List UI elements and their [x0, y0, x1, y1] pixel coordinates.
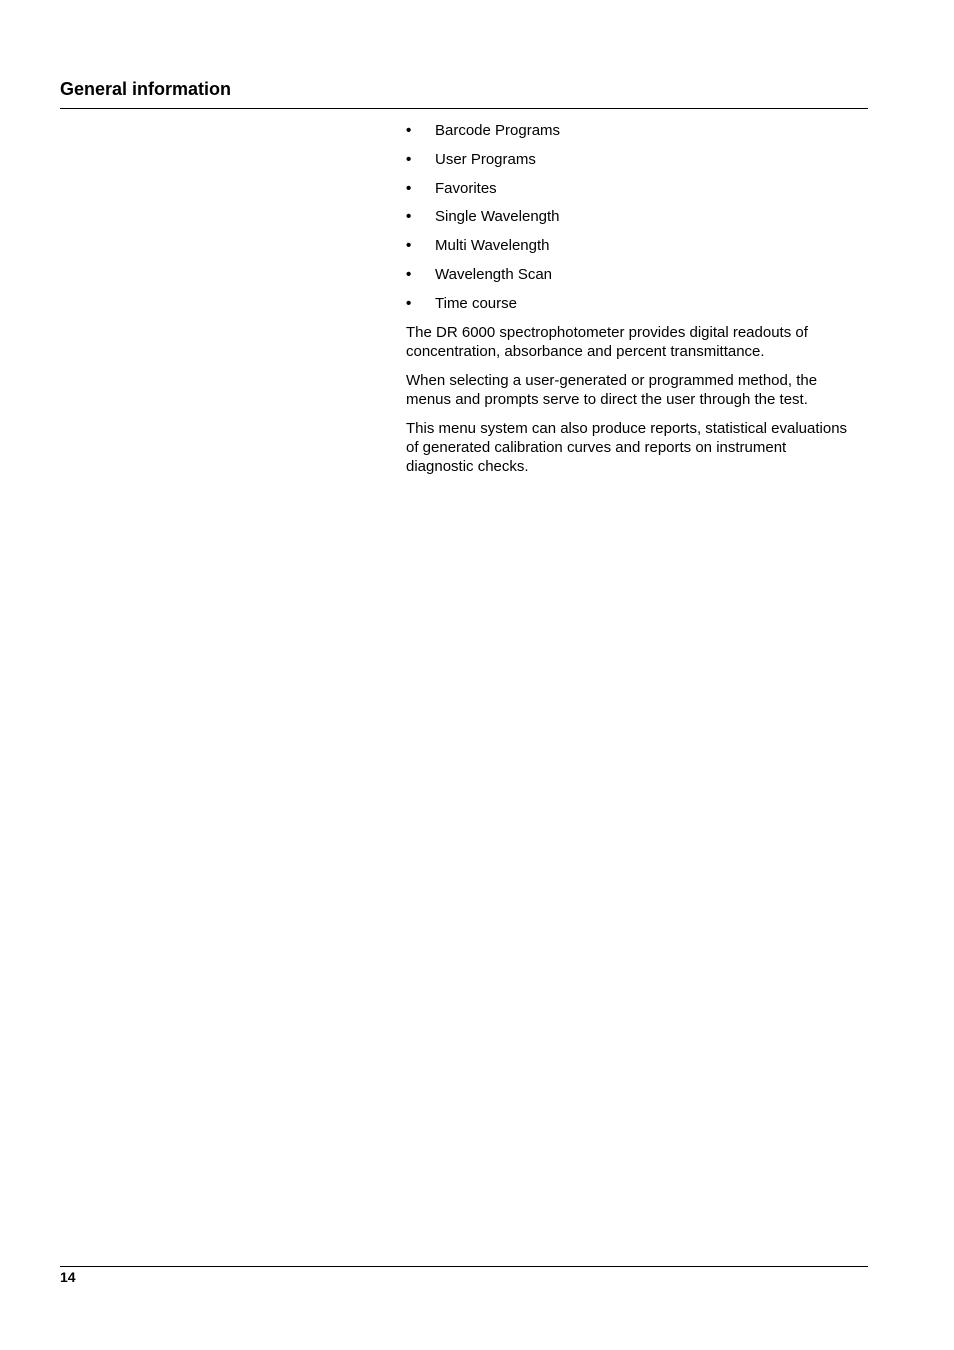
bullet-icon: • — [406, 208, 412, 226]
list-item-label: Time course — [435, 294, 517, 312]
bullet-icon: • — [406, 150, 412, 168]
list-item — [406, 121, 856, 140]
list-item — [406, 207, 856, 226]
paragraph-readouts: The DR 6000 spectrophotometer provides digital readouts of concentration, absorbance and percent transmittance. — [406, 323, 808, 360]
section-title: General information — [60, 79, 232, 99]
paragraph-methods: When selecting a user-generated or programmed method, the menus and prompts serve to direct the user through the test. — [406, 371, 818, 408]
list-item — [406, 236, 856, 255]
list-item-label: Single Wavelength — [435, 208, 560, 226]
list-item — [406, 179, 856, 198]
list-item — [406, 265, 856, 284]
bullet-icon: • — [406, 122, 412, 139]
bullet-icon: • — [406, 294, 412, 312]
list-item — [406, 150, 856, 169]
program-list — [406, 121, 856, 313]
footer-divider — [60, 1266, 868, 1267]
bullet-icon: • — [406, 265, 412, 283]
paragraph-reports: This menu system can also produce reports, statistical evaluations of generated calibration curves and reports on instrument diagnostic checks. — [406, 419, 848, 475]
list-item-label: Wavelength Scan — [435, 265, 553, 283]
header-divider — [60, 108, 868, 109]
list-item — [406, 294, 856, 313]
list-item-label: Favorites — [435, 179, 497, 197]
list-item-label: Barcode Programs — [435, 122, 561, 139]
main-content — [406, 121, 856, 486]
list-item-label: User Programs — [435, 150, 536, 168]
list-item-label: Multi Wavelength — [435, 237, 550, 255]
page-number: 14 — [60, 1269, 76, 1285]
bullet-icon: • — [406, 179, 412, 197]
bullet-icon: • — [406, 237, 412, 255]
